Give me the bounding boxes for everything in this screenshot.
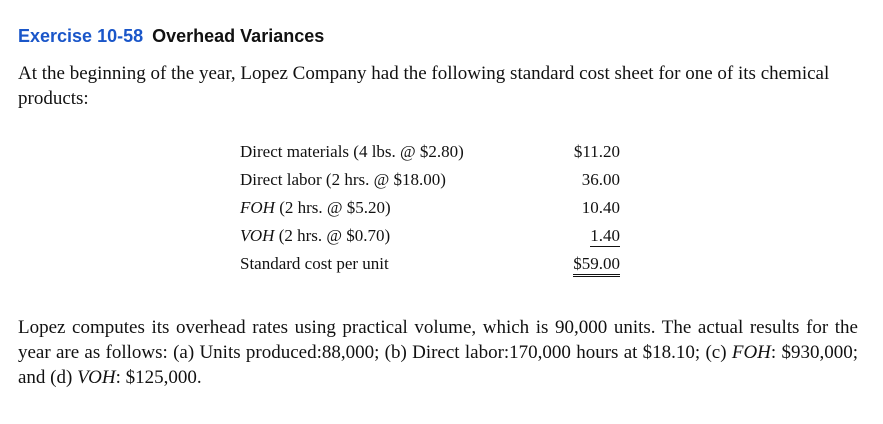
closing-text-2: : $930,000; and (d) (18, 342, 859, 388)
foh-detail: (2 hrs. @ $5.20) (274, 198, 391, 217)
closing-text-1: Lopez computes its overhead rates using practical volume, which is 90,000 units. The actual results for the year are as follows: (a) Units produced:88,000; (b) Direct labor:170,000 hours at $18.10; (c) (18, 317, 858, 363)
cost-label (240, 194, 550, 222)
foh-abbrev: FOH (240, 198, 275, 217)
cost-row-total (240, 250, 620, 278)
cost-label: Direct materials (4 lbs. @ $2.80) (240, 142, 464, 161)
cost-row (240, 194, 620, 222)
cost-row (240, 166, 620, 194)
cost-amount (550, 222, 620, 250)
subtotal-underline: 1.40 (590, 226, 620, 245)
exercise-title: Overhead Variances (152, 26, 325, 46)
cost-row (240, 138, 620, 166)
exercise-header (18, 26, 324, 47)
cost-row (240, 222, 620, 250)
exercise-number: Exercise 10-58 (18, 26, 144, 46)
closing-foh: FOH (731, 342, 771, 363)
standard-cost-sheet (240, 138, 620, 278)
total-double-underline: $59.00 (573, 254, 620, 277)
cost-amount: 10.40 (581, 198, 620, 217)
cost-amount: $11.20 (573, 142, 620, 161)
cost-label (240, 222, 550, 250)
intro-paragraph: At the beginning of the year, Lopez Company had the following standard cost sheet for one of its chemical products: (18, 63, 830, 109)
closing-voh: VOH (77, 367, 116, 388)
closing-text-3: : $125,000. (115, 367, 202, 388)
voh-detail: (2 hrs. @ $0.70) (274, 226, 391, 245)
closing-paragraph (18, 315, 858, 390)
cost-label: Direct labor (2 hrs. @ $18.00) (240, 170, 446, 189)
cost-amount: 36.00 (581, 170, 620, 189)
cost-label: Standard cost per unit (240, 254, 389, 273)
cost-amount (550, 250, 620, 278)
voh-abbrev: VOH (240, 226, 275, 245)
